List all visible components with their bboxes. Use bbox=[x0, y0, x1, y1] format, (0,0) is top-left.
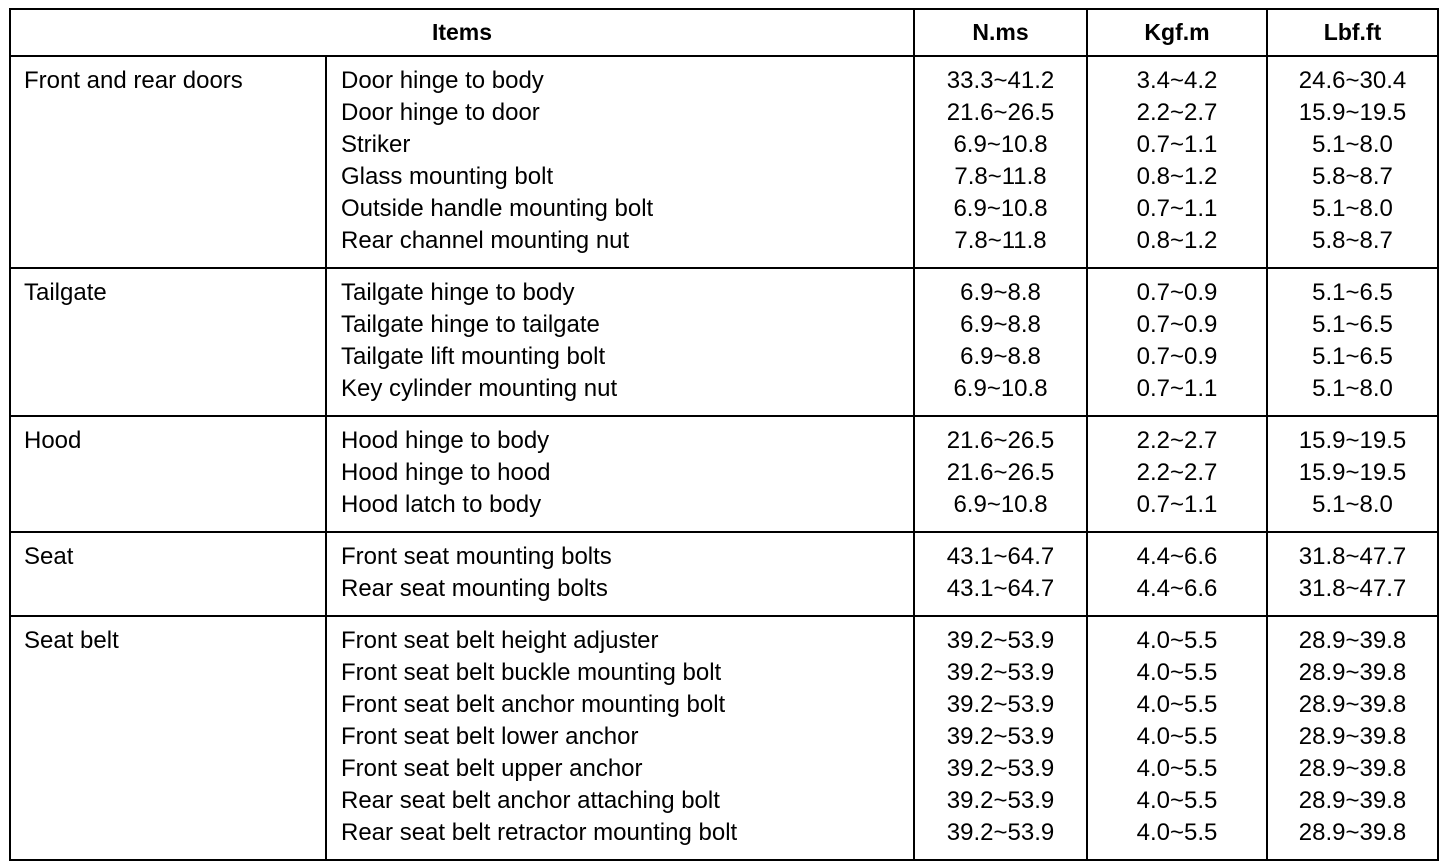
value-kgfm: 2.2~2.7 bbox=[1087, 97, 1267, 129]
value-lbfft: 28.9~39.8 bbox=[1267, 817, 1438, 860]
value-nms: 39.2~53.9 bbox=[914, 753, 1087, 785]
value-lbfft: 15.9~19.5 bbox=[1267, 457, 1438, 489]
value-kgfm: 0.7~1.1 bbox=[1087, 129, 1267, 161]
value-lbfft: 24.6~30.4 bbox=[1267, 56, 1438, 97]
value-lbfft: 28.9~39.8 bbox=[1267, 753, 1438, 785]
value-kgfm: 0.7~0.9 bbox=[1087, 309, 1267, 341]
item-name: Front seat belt anchor mounting bolt bbox=[326, 689, 914, 721]
value-nms: 39.2~53.9 bbox=[914, 657, 1087, 689]
table-row bbox=[10, 56, 1438, 97]
table-body bbox=[10, 56, 1438, 860]
group-label: Seat belt bbox=[10, 616, 326, 860]
item-name: Rear seat belt anchor attaching bolt bbox=[326, 785, 914, 817]
value-kgfm: 0.8~1.2 bbox=[1087, 161, 1267, 193]
item-name: Tailgate hinge to body bbox=[326, 268, 914, 309]
value-lbfft: 28.9~39.8 bbox=[1267, 689, 1438, 721]
value-lbfft: 5.1~8.0 bbox=[1267, 193, 1438, 225]
header-nms: N.ms bbox=[914, 9, 1087, 56]
value-nms: 21.6~26.5 bbox=[914, 457, 1087, 489]
item-name: Door hinge to body bbox=[326, 56, 914, 97]
item-name: Front seat belt upper anchor bbox=[326, 753, 914, 785]
value-lbfft: 15.9~19.5 bbox=[1267, 97, 1438, 129]
group-label: Front and rear doors bbox=[10, 56, 326, 268]
value-lbfft: 5.8~8.7 bbox=[1267, 225, 1438, 268]
value-kgfm: 4.0~5.5 bbox=[1087, 689, 1267, 721]
header-kgfm: Kgf.m bbox=[1087, 9, 1267, 56]
value-nms: 7.8~11.8 bbox=[914, 225, 1087, 268]
value-kgfm: 4.4~6.6 bbox=[1087, 573, 1267, 616]
value-nms: 7.8~11.8 bbox=[914, 161, 1087, 193]
item-name: Tailgate lift mounting bolt bbox=[326, 341, 914, 373]
item-name: Rear channel mounting nut bbox=[326, 225, 914, 268]
item-name: Key cylinder mounting nut bbox=[326, 373, 914, 416]
torque-spec-table bbox=[9, 8, 1439, 861]
item-name: Tailgate hinge to tailgate bbox=[326, 309, 914, 341]
value-kgfm: 4.0~5.5 bbox=[1087, 785, 1267, 817]
value-lbfft: 5.1~8.0 bbox=[1267, 129, 1438, 161]
value-nms: 6.9~8.8 bbox=[914, 341, 1087, 373]
value-lbfft: 31.8~47.7 bbox=[1267, 532, 1438, 573]
value-lbfft: 15.9~19.5 bbox=[1267, 416, 1438, 457]
value-nms: 39.2~53.9 bbox=[914, 616, 1087, 657]
header-row bbox=[10, 9, 1438, 56]
item-name: Front seat mounting bolts bbox=[326, 532, 914, 573]
value-lbfft: 5.1~6.5 bbox=[1267, 268, 1438, 309]
value-kgfm: 4.0~5.5 bbox=[1087, 616, 1267, 657]
value-lbfft: 28.9~39.8 bbox=[1267, 721, 1438, 753]
value-lbfft: 5.1~8.0 bbox=[1267, 489, 1438, 532]
value-lbfft: 5.8~8.7 bbox=[1267, 161, 1438, 193]
value-nms: 6.9~10.8 bbox=[914, 193, 1087, 225]
value-kgfm: 4.0~5.5 bbox=[1087, 817, 1267, 860]
value-nms: 43.1~64.7 bbox=[914, 573, 1087, 616]
value-kgfm: 0.7~1.1 bbox=[1087, 489, 1267, 532]
item-name: Rear seat mounting bolts bbox=[326, 573, 914, 616]
header-items: Items bbox=[10, 9, 914, 56]
value-lbfft: 31.8~47.7 bbox=[1267, 573, 1438, 616]
item-name: Front seat belt buckle mounting bolt bbox=[326, 657, 914, 689]
item-name: Striker bbox=[326, 129, 914, 161]
item-name: Hood hinge to body bbox=[326, 416, 914, 457]
value-nms: 39.2~53.9 bbox=[914, 817, 1087, 860]
value-kgfm: 0.7~1.1 bbox=[1087, 193, 1267, 225]
value-lbfft: 28.9~39.8 bbox=[1267, 616, 1438, 657]
item-name: Front seat belt lower anchor bbox=[326, 721, 914, 753]
value-lbfft: 5.1~6.5 bbox=[1267, 309, 1438, 341]
value-kgfm: 0.7~0.9 bbox=[1087, 341, 1267, 373]
value-nms: 6.9~8.8 bbox=[914, 309, 1087, 341]
value-kgfm: 2.2~2.7 bbox=[1087, 457, 1267, 489]
value-kgfm: 4.4~6.6 bbox=[1087, 532, 1267, 573]
value-nms: 39.2~53.9 bbox=[914, 689, 1087, 721]
value-nms: 6.9~10.8 bbox=[914, 129, 1087, 161]
value-nms: 43.1~64.7 bbox=[914, 532, 1087, 573]
value-kgfm: 0.7~0.9 bbox=[1087, 268, 1267, 309]
value-kgfm: 4.0~5.5 bbox=[1087, 657, 1267, 689]
value-lbfft: 5.1~8.0 bbox=[1267, 373, 1438, 416]
item-name: Rear seat belt retractor mounting bolt bbox=[326, 817, 914, 860]
value-nms: 6.9~10.8 bbox=[914, 373, 1087, 416]
item-name: Glass mounting bolt bbox=[326, 161, 914, 193]
item-name: Outside handle mounting bolt bbox=[326, 193, 914, 225]
value-lbfft: 28.9~39.8 bbox=[1267, 657, 1438, 689]
item-name: Door hinge to door bbox=[326, 97, 914, 129]
table-row bbox=[10, 616, 1438, 657]
value-nms: 39.2~53.9 bbox=[914, 785, 1087, 817]
table-row bbox=[10, 268, 1438, 309]
value-kgfm: 0.8~1.2 bbox=[1087, 225, 1267, 268]
value-kgfm: 3.4~4.2 bbox=[1087, 56, 1267, 97]
value-nms: 21.6~26.5 bbox=[914, 416, 1087, 457]
value-lbfft: 28.9~39.8 bbox=[1267, 785, 1438, 817]
item-name: Hood hinge to hood bbox=[326, 457, 914, 489]
header-lbfft: Lbf.ft bbox=[1267, 9, 1438, 56]
value-nms: 21.6~26.5 bbox=[914, 97, 1087, 129]
value-kgfm: 4.0~5.5 bbox=[1087, 721, 1267, 753]
group-label: Tailgate bbox=[10, 268, 326, 416]
value-nms: 39.2~53.9 bbox=[914, 721, 1087, 753]
table-row bbox=[10, 416, 1438, 457]
value-nms: 33.3~41.2 bbox=[914, 56, 1087, 97]
value-kgfm: 2.2~2.7 bbox=[1087, 416, 1267, 457]
item-name: Front seat belt height adjuster bbox=[326, 616, 914, 657]
group-label: Seat bbox=[10, 532, 326, 616]
value-kgfm: 4.0~5.5 bbox=[1087, 753, 1267, 785]
value-lbfft: 5.1~6.5 bbox=[1267, 341, 1438, 373]
value-kgfm: 0.7~1.1 bbox=[1087, 373, 1267, 416]
table-row bbox=[10, 532, 1438, 573]
value-nms: 6.9~8.8 bbox=[914, 268, 1087, 309]
item-name: Hood latch to body bbox=[326, 489, 914, 532]
value-nms: 6.9~10.8 bbox=[914, 489, 1087, 532]
group-label: Hood bbox=[10, 416, 326, 532]
table-header bbox=[10, 9, 1438, 56]
